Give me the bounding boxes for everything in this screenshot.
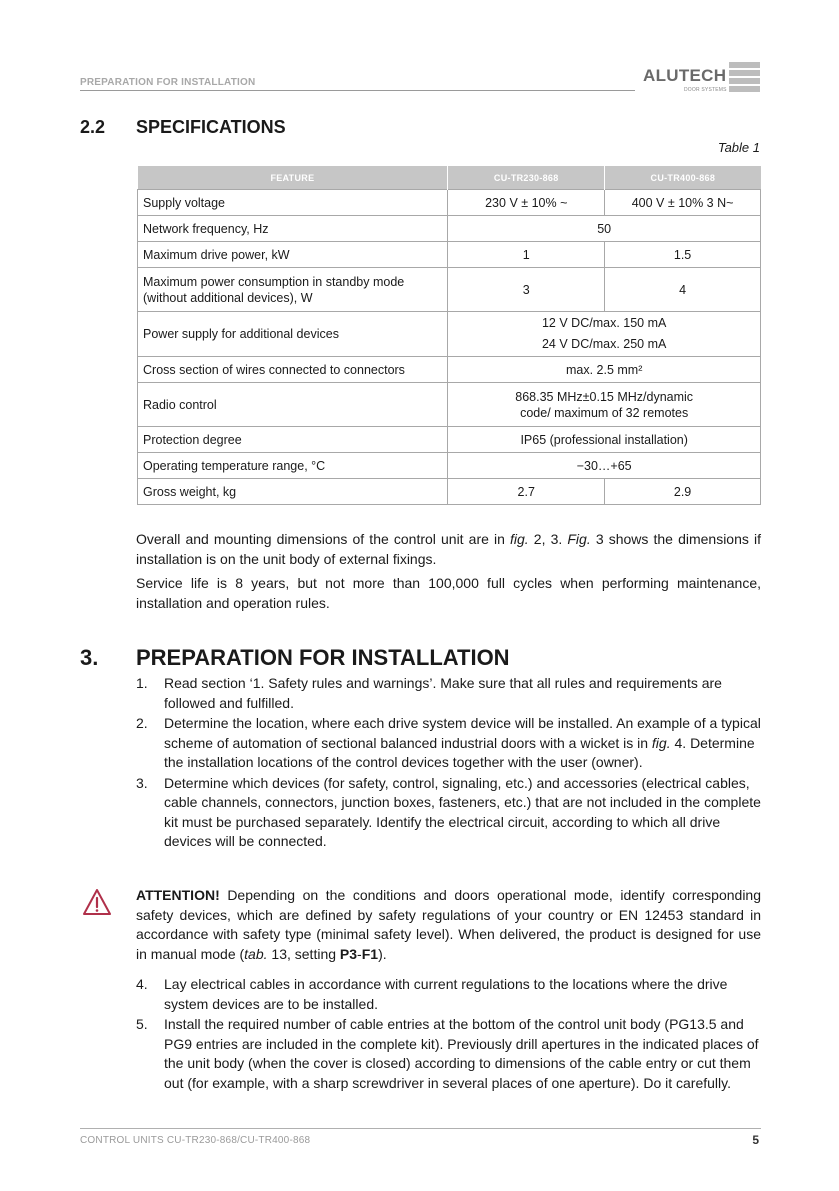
text-run: ). (378, 945, 387, 962)
text-run: - (357, 945, 362, 962)
list-item (136, 774, 761, 852)
table-header-row (138, 166, 761, 190)
value-cell: 230 V ± 10% ~ (448, 190, 605, 216)
table-row (138, 479, 761, 505)
table-caption: Table 1 (717, 140, 760, 155)
attention-notice (136, 886, 761, 964)
text-run: Overall and mounting dimensions of the control unit are in (136, 531, 511, 547)
step-number: 5. (136, 1016, 148, 1032)
list-item (136, 975, 761, 1014)
warning-triangle-icon (82, 888, 112, 916)
figure-reference: fig. (510, 531, 529, 547)
section-title: SPECIFICATIONS (136, 117, 286, 137)
value-cell: 1.5 (605, 242, 761, 268)
step-text: 4. Determine the installation locations of the control devices together with the user (owner). (164, 734, 755, 770)
value-cell: 4 (605, 268, 761, 312)
feature-cell: Power supply for additional devices (138, 312, 448, 357)
header-section-title: PREPARATION FOR INSTALLATION (80, 77, 256, 88)
text-run: 2, 3. (528, 531, 568, 547)
value-cell: IP65 (professional installation) (448, 427, 761, 453)
header-cu-tr400: CU-TR400-868 (605, 166, 761, 190)
list-item (136, 714, 761, 773)
attention-label: ATTENTION! (136, 887, 220, 903)
table-reference: tab. (244, 945, 268, 962)
table-row (138, 453, 761, 479)
value-cell: 400 V ± 10% 3 N~ (605, 190, 761, 216)
feature-cell: Gross weight, kg (138, 479, 448, 505)
setting-code: F1 (361, 945, 379, 962)
header-feature: FEATURE (138, 166, 448, 190)
footer-divider (80, 1128, 761, 1129)
value-cell: max. 2.5 mm² (448, 357, 761, 383)
chapter-number: 3. (80, 645, 99, 670)
table-row (138, 427, 761, 453)
list-item (136, 1015, 761, 1093)
feature-cell: Protection degree (138, 427, 448, 453)
step-number: 3. (136, 774, 148, 791)
text-run: Depending on the conditions and doors operational mode, identify corresponding safety devices, which are defined by safety regulations of your country or EN 12453 standard in accordance with safety type (minimal safety level). When delivered, the product is designed for use in manual mode ( (136, 887, 761, 962)
table-row (138, 383, 761, 427)
dimensions-paragraph (136, 530, 761, 569)
table-row (138, 357, 761, 383)
step-text: Read section ‘1. Safety rules and warnings’. Make sure that all rules and requirements are followed and fulfilled. (164, 675, 722, 711)
footer-product-name: CONTROL UNITS CU-TR230-868/CU-TR400-868 (80, 1135, 311, 1146)
section-number: 2.2 (80, 117, 106, 137)
value-cell: 2.7 (448, 479, 605, 505)
installation-steps-list (136, 674, 761, 853)
step-text: Determine which devices (for safety, control, signaling, etc.) and accessories (electrical cables, cable channels, connectors, junction boxes, fasteners, etc.) that are not included in the complete kit must be purchased separately. Identify the electrical circuit, according to which all drive devices will be connected. (164, 774, 761, 849)
feature-cell: Operating temperature range, °C (138, 453, 448, 479)
feature-cell: Radio control (138, 383, 448, 427)
logo-bars (729, 62, 760, 94)
service-life-paragraph: Service life is 8 years, but not more than 100,000 full cycles when performing maintenance, installation and operation rules. (136, 575, 761, 611)
feature-cell: Maximum power consumption in standby mode (without additional devices), W (138, 268, 448, 312)
step-text: Install the required number of cable entries at the bottom of the control unit body (PG13.5 and PG9 entries are included in the complete kit). Previously drill apertures in the indicated places of the unit body (when the cover is closed) according to dimensions of the cable entry or cut them out (for example, with a sharp screwdriver in several places of one aperture). Do it carefully. (164, 1016, 759, 1091)
step-number: 4. (136, 976, 148, 992)
value-cell: 50 (448, 216, 761, 242)
header-cu-tr230: CU-TR230-868 (448, 166, 605, 190)
logo-subtext: DOOR SYSTEMS (684, 87, 727, 93)
list-item (136, 674, 761, 713)
figure-reference: fig. (651, 734, 671, 751)
feature-cell: Network frequency, Hz (138, 216, 448, 242)
figure-reference: Fig. (567, 531, 591, 547)
table-row (138, 312, 761, 357)
value-cell: 2.9 (605, 479, 761, 505)
feature-cell: Maximum drive power, kW (138, 242, 448, 268)
table-row (138, 268, 761, 312)
table-row (138, 190, 761, 216)
specifications-table (137, 166, 761, 505)
text-run: 13, setting (267, 945, 340, 962)
table-row (138, 216, 761, 242)
value-line: 24 V DC/max. 250 mA (541, 337, 667, 351)
value-line: 12 V DC/max. 150 mA (541, 316, 667, 330)
installation-steps-list-continued (136, 975, 761, 1094)
chapter-title: PREPARATION FOR INSTALLATION (136, 645, 510, 670)
step-text: Lay electrical cables in accordance with current regulations to the locations where the drive system devices are to be installed. (164, 976, 728, 1012)
step-number: 2. (136, 715, 148, 731)
value-cell: 868.35 MHz±0.15 MHz/dynamic code/ maximum of 32 remotes (448, 383, 761, 427)
step-text: Determine the location, where each drive system device will be installed. An example of a typical scheme of automation of sectional balanced industrial doors with a wicket is in (164, 715, 761, 751)
table-row (138, 242, 761, 268)
feature-cell: Supply voltage (138, 190, 448, 216)
value-cell: 1 (448, 242, 605, 268)
value-cell: 3 (448, 268, 605, 312)
text-run: 3 shows the dimensions if installation is on the unit body of external fixings. (136, 531, 761, 567)
logo-wordmark: ALUTECH (643, 66, 727, 85)
header-divider (80, 90, 635, 91)
value-cell: −30…+65 (448, 453, 761, 479)
page-number: 5 (752, 1133, 759, 1147)
step-number: 1. (136, 675, 148, 691)
value-cell (448, 312, 761, 357)
feature-cell: Cross section of wires connected to connectors (138, 357, 448, 383)
setting-code: P3 (339, 945, 358, 962)
